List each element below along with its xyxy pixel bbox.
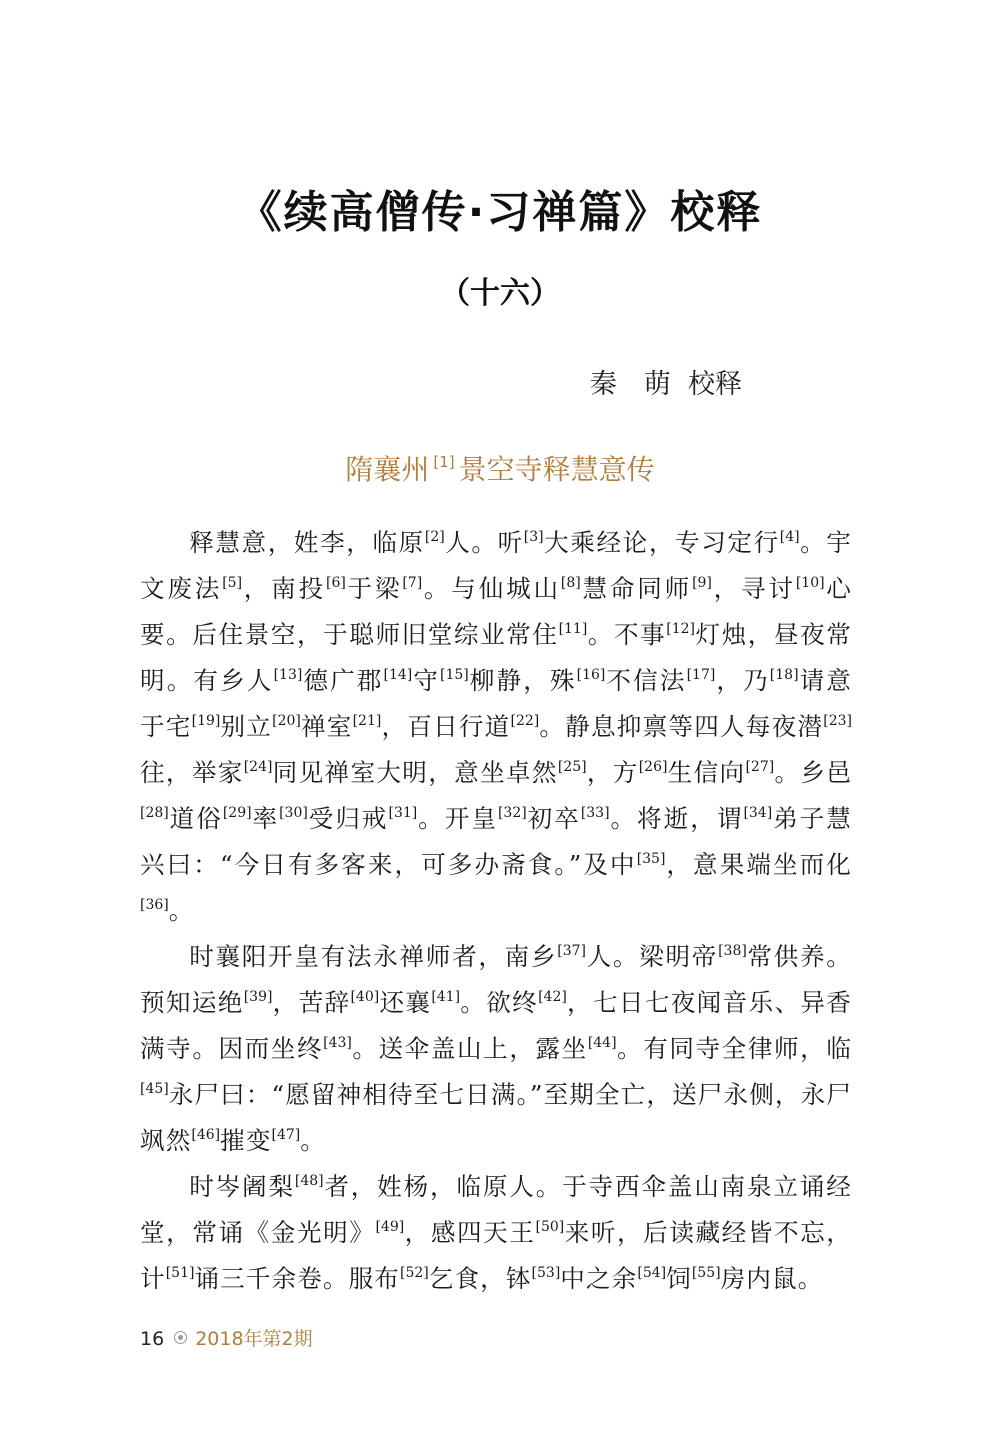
section-heading-title: 景空寺释慧意传	[458, 453, 655, 486]
footnote-ref: [25]	[557, 759, 587, 775]
journal-issue: 2018年第2期	[195, 1328, 313, 1350]
footnote-ref: [16]	[576, 667, 606, 683]
footnote-ref: [18]	[769, 667, 799, 683]
footnote-ref: [2]	[424, 529, 445, 545]
paragraph-2: 时襄阳开皇有法永禅师者，南乡[37]人。梁明帝[38]常供养。预知运绝[39]，苦辞[40]还襄[41]。欲终[42]，七日七夜闻音乐、异香满寺。因而坐终[43]。送伞盖山上，露坐[44]。有同寺全律师，临[45]永尸曰：“愿留神相待至七日满。”至期全亡，送尸永侧，永尸飒然[46]摧变[47]。	[140, 942, 853, 1155]
footnote-ref: [8]	[560, 575, 581, 591]
footnote-ref: [17]	[686, 667, 716, 683]
footnote-ref: [34]	[743, 805, 773, 821]
footnote-ref: [31]	[388, 805, 418, 821]
article-subtitle: （十六）	[440, 276, 560, 311]
footnote-ref: [30]	[279, 805, 308, 821]
footnote-ref: [54]	[637, 1265, 667, 1281]
footnote-ref: [40]	[350, 989, 380, 1005]
footnote-ref: [6]	[325, 575, 346, 591]
footnote-ref: [38]	[718, 943, 747, 959]
page-number: 16	[140, 1328, 165, 1350]
footnote-ref: [32]	[497, 805, 527, 821]
footnote-ref: [47]	[271, 1127, 301, 1143]
author-byline: 秦 萌 校释	[589, 369, 742, 400]
footnote-ref: [33]	[580, 805, 610, 821]
footnote-ref: [35]	[636, 851, 666, 867]
footnote-ref: [4]	[779, 529, 800, 545]
article-body	[140, 520, 852, 1302]
footnote-ref: [48]	[294, 1173, 324, 1189]
footnote-ref: [7]	[402, 575, 423, 591]
footnote-ref: [37]	[557, 943, 587, 959]
footnote-ref: [41]	[431, 989, 461, 1005]
footnote-ref: [14]	[383, 667, 413, 683]
footnote-ref: [52]	[400, 1265, 429, 1281]
footnote-ref: [55]	[691, 1265, 721, 1281]
footnote-ref: [50]	[535, 1219, 565, 1235]
footnote-ref: [43]	[323, 1035, 352, 1051]
footnote-ref: [20]	[272, 713, 301, 729]
footnote-ref: [5]	[222, 575, 243, 591]
circle-dot-icon	[174, 1331, 187, 1344]
footnote-ref: [24]	[243, 759, 273, 775]
footnote-ref: [26]	[638, 759, 668, 775]
footnote-ref: [11]	[558, 621, 588, 637]
article-title: 《续高僧传·习禅篇》校释	[237, 187, 763, 238]
footnote-ref: [10]	[795, 575, 825, 591]
paragraph-1: 释慧意，姓李，临原[2]人。听[3]大乘经论，专习定行[4]。宇文废法[5]，南投[6]于梁[7]。与仙城山[8]慧命同师[9]，寻讨[10]心要。后住景空，于聪师旧堂综业常住[11]。不事[12]灯烛，昼夜常明。有乡人[13]德广郡[14]守[15]柳静，殊[16]不信法[17]，乃[18]请意于宅[19]别立[20]禅室[21]，百日行道[22]。静息抑禀等四人每夜潜[23]往，举家[24]同见禅室大明，意坐卓然[25]，方[26]生信向[27]。乡邑[28]道俗[29]率[30]受归戒[31]。开皇[32]初卒[33]。将逝，谓[34]弟子慧兴曰：“今日有多客来，可多办斋食。”及中[35]，意果端坐而化[36]。	[140, 528, 852, 925]
footnote-ref: [44]	[587, 1035, 617, 1051]
footnote-ref: [28]	[140, 805, 169, 821]
footnote-ref: [21]	[352, 713, 382, 729]
footnote-ref: [27]	[745, 759, 775, 775]
footnote-ref: [19]	[191, 713, 221, 729]
footnote-ref: [22]	[510, 713, 540, 729]
footnote-ref: [23]	[823, 713, 852, 729]
footnote-ref: [39]	[243, 989, 273, 1005]
footnote-ref: [46]	[191, 1127, 221, 1143]
section-heading-place: 隋襄州	[345, 453, 430, 486]
footnote-ref: [49]	[375, 1219, 405, 1235]
page-footer	[140, 1324, 313, 1351]
footnote-ref: [29]	[222, 805, 252, 821]
footnote-ref: [9]	[692, 575, 712, 591]
footnote-ref: [12]	[666, 621, 696, 637]
footnote-ref: [53]	[531, 1265, 561, 1281]
footnote-ref: [45]	[140, 1081, 169, 1097]
footnote-ref: [1]	[433, 453, 455, 471]
footnote-ref: [13]	[273, 667, 303, 683]
footnote-ref: [36]	[140, 897, 169, 913]
footnote-ref: [15]	[440, 667, 469, 683]
footnote-ref: [51]	[165, 1265, 195, 1281]
footnote-ref: [42]	[538, 989, 567, 1005]
paragraph-3: 时岑阇梨[48]者，姓杨，临原人。于寺西伞盖山南泉立诵经堂，常诵《金光明》[49]，感四天王[50]来听，后读藏经皆不忘，计[51]诵三千余卷。服布[52]乞食，钵[53]中之余[54]饲[55]房内鼠。	[140, 1172, 852, 1293]
section-heading	[0, 448, 1000, 488]
footnote-ref: [3]	[523, 529, 544, 545]
